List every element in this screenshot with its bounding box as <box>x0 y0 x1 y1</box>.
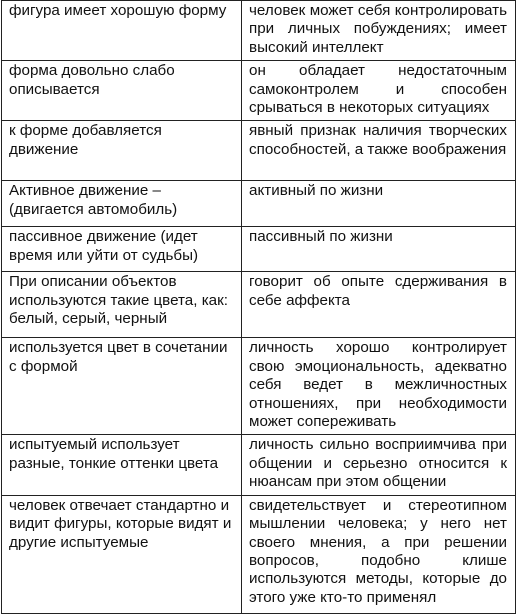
table-cell-interpretation: явный признак наличия творческих способностей, а также воображения <box>242 121 516 181</box>
interpretation-table <box>1 0 516 614</box>
table-cell-interpretation: он обладает недостаточным самоконтролем и способен срываться в некоторых ситуациях <box>242 61 516 121</box>
table-cell-interpretation: пассивный по жизни <box>242 227 516 272</box>
table-row <box>2 181 516 227</box>
table-row <box>2 121 516 181</box>
table-cell-feature: к форме добавляется движение <box>2 121 242 181</box>
table-cell-feature: используется цвет в сочетании с формой <box>2 338 242 435</box>
table-cell-interpretation: человек может себя контролировать при личных побуждениях; имеет высокий интеллект <box>242 1 516 61</box>
table-cell-feature: форма довольно слабо описывается <box>2 61 242 121</box>
table-cell-feature: При описании объектов используются такие цвета, как: белый, серый, черный <box>2 272 242 338</box>
table-row <box>2 1 516 61</box>
table-row <box>2 61 516 121</box>
table-cell-feature: испытуемый использует разные, тонкие оттенки цвета <box>2 435 242 495</box>
table-row <box>2 495 516 613</box>
table-cell-interpretation: личность хорошо контролирует свою эмоциональность, адекватно себя ведет в межличностных отношениях, при необходимости может сопереживать <box>242 338 516 435</box>
table-cell-feature: фигура имеет хорошую форму <box>2 1 242 61</box>
interpretation-document <box>1 0 516 614</box>
table-cell-feature: пассивное движение (идет время или уйти от судьбы) <box>2 227 242 272</box>
table-row <box>2 227 516 272</box>
table-cell-feature: человек отвечает стандартно и видит фигуры, которые видят и другие испытуемые <box>2 495 242 613</box>
table-row <box>2 435 516 495</box>
table-cell-interpretation: свидетельствует и стереотипном мышлении человека; у него нет своего мнения, а при решении вопросов, подобно клише используются методы, которые до этого уже кто-то применял <box>242 495 516 613</box>
table-row <box>2 338 516 435</box>
table-cell-feature: Активное движение – (двигается автомобиль) <box>2 181 242 227</box>
table-cell-interpretation: говорит об опыте сдерживания в себе аффекта <box>242 272 516 338</box>
table-cell-interpretation: личность сильно восприимчива при общении и серьезно относится к нюансам при этом общении <box>242 435 516 495</box>
table-cell-interpretation: активный по жизни <box>242 181 516 227</box>
table-row <box>2 272 516 338</box>
